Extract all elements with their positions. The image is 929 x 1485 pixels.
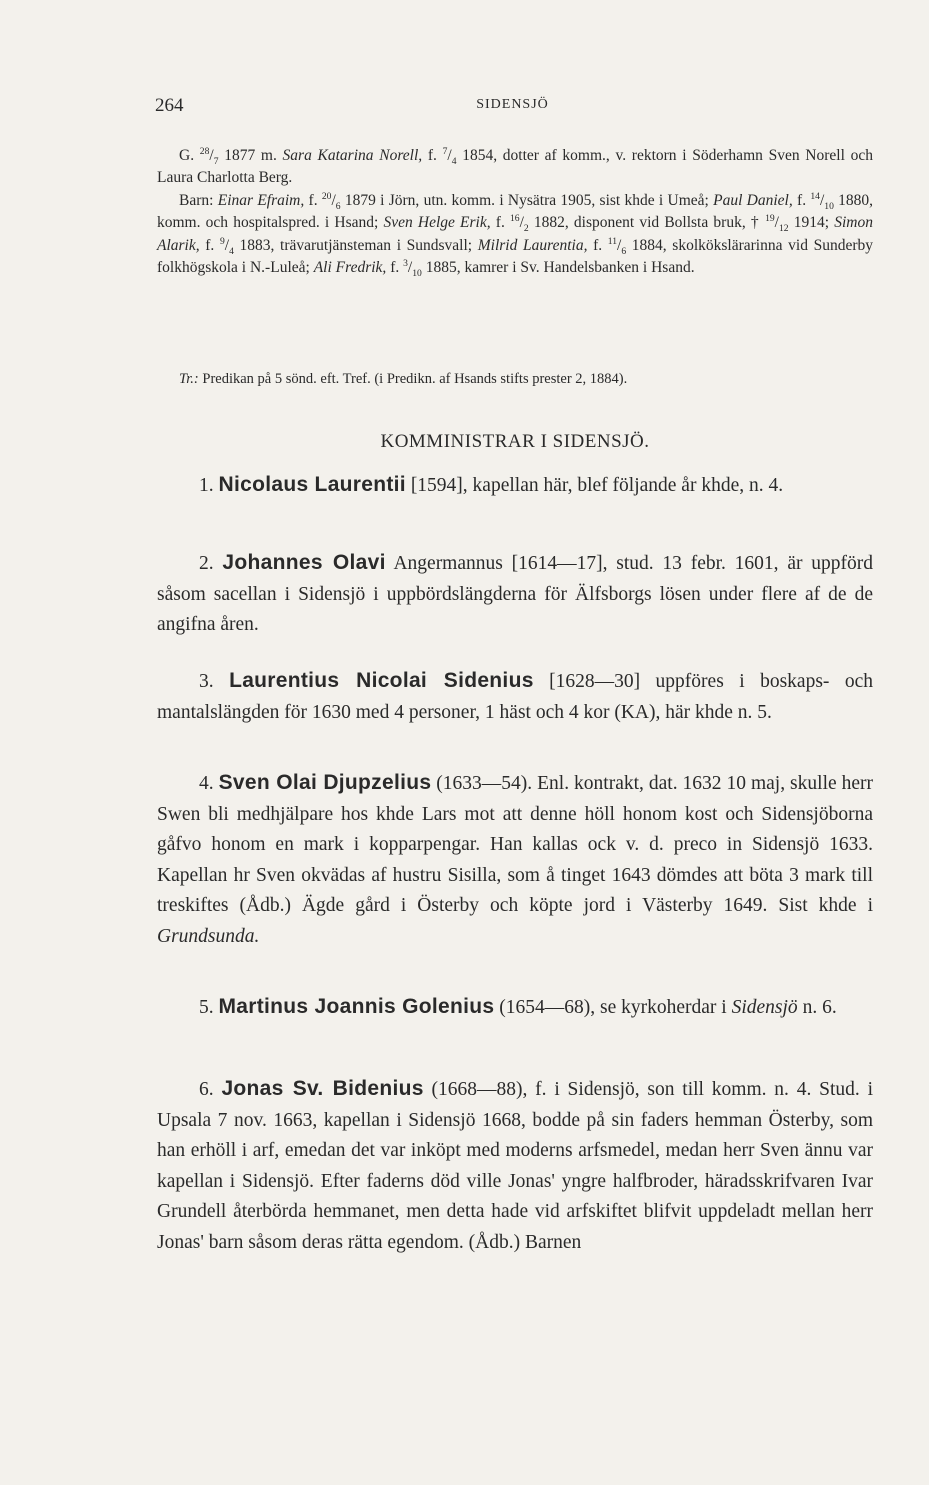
entry-4: 4. Sven Olai Djupzelius (1633—54). Enl. kontrakt, dat. 1632 10 maj, skulle herr Swen bli medhjälpare hos khde Lars mot att denne höll honom kost och Sidensjöborna gåfvo honom en mark i kopparpengar. Han kallas ock v. d. preco in Sidensjö 1633. Kapellan hr Sven okvädas af hustru Sisilla, som å tinget 1643 dömdes att böta 3 mark till treskiftes (Ådb.) Ägde gård i Österby och köpte jord i Västerby 1649. Sist khde i Grundsunda. (157, 771, 873, 947)
works-line (179, 371, 627, 388)
entry-5: 5. Martinus Joannis Golenius (1654—68), se kyrkoherdar i Sidensjö n. 6. (199, 995, 837, 1018)
continuation-block (157, 145, 873, 279)
running-head: SIDENSJÖ (476, 97, 549, 112)
entry-1: 1. Nicolaus Laurentii [1594], kapellan här, blef följande år khde, n. 4. (199, 473, 784, 496)
entry-3: 3. Laurentius Nicolai Sidenius [1628—30] uppföres i boskaps- och mantalslängden för 1630 med 4 personer, 1 häst och 4 kor (KA), här khde n. 5. (157, 669, 873, 723)
section-title: KOMMINISTRAR I SIDENSJÖ. (380, 431, 650, 452)
entry-name: Jonas Sv. Bidenius (221, 1077, 424, 1100)
entry-name: Nicolaus Laurentii (218, 473, 406, 496)
entry-name: Johannes Olavi (222, 551, 386, 574)
entry-name: Sven Olai Djupzelius (218, 771, 432, 794)
entry-name: Martinus Joannis Golenius (218, 995, 495, 1018)
works-label: Tr.: (179, 371, 199, 387)
children-paragraph: Barn: Einar Efraim, f. $^{20}/_6$ 1879 i Jörn, utn. komm. i Nysätra 1905, sist khde i Umeå; Paul Daniel, f. $^{14}/_{10}$ 1880, komm. och hospitalspred. i Hsand; Sven Helge Erik, f. $^{16}/_2$ 1882, disponent vid Bollsta bruk, † $^{19}/_{12}$ 1914; Simon Alarik, f. $^9/_4$ 1883, trävarutjänsteman i Sundsvall; Milrid Laurentia, f. $^{11}/_6$ 1884, skolkökslärarinna vid Sunderby folkhögskola i N.-Luleå; Ali Fredrik, f. $^3/_{10}$ 1885, kamrer i Sv. Handelsbanken i Hsand. (157, 190, 874, 280)
marriage-paragraph: G. $^{28}/_7$ 1877 m. Sara Katarina Norell, f. $^7/_4$ 1854, dotter af komm., v. rektorn i Söderhamn Sven Norell och Laura Charlotta Berg. (157, 145, 873, 187)
entry-6: 6. Jonas Sv. Bidenius (1668—88), f. i Sidensjö, son till komm. n. 4. Stud. i Upsala 7 nov. 1663, kapellan i Sidensjö 1668, bodde på sin faders hemman Österby, som han erhöll i arf, emedan det var inköpt med moderns arfsmedel, medan herr Sven ännu var kapellan i Sidensjö. Efter faderns död ville Jonas' yngre halfbroder, häradsskrifvaren Ivar Grundell återbörda hemmanet, men detta hade vid arfskiftet blifvit uppdeladt mellan herr Jonas' barn såsom deras rätta egendom. (Ådb.) Barnen (157, 1077, 874, 1253)
page-number: 264 (155, 95, 184, 116)
spouse-name: Sara Katarina Norell, (282, 147, 423, 164)
entry-name: Laurentius Nicolai Sidenius (229, 669, 534, 692)
entry-2: 2. Johannes Olavi Angermannus [1614—17], stud. 13 febr. 1601, är uppförd såsom sacellan i Sidensjö i uppbördslängderna för Älfsborgs lösen under flere af de de angifna åren. (157, 551, 873, 635)
works-text: Predikan på 5 sönd. eft. Tref. (i Predikn. af Hsands stifts prester 2, 1884). (198, 371, 628, 387)
page-header (155, 95, 870, 119)
